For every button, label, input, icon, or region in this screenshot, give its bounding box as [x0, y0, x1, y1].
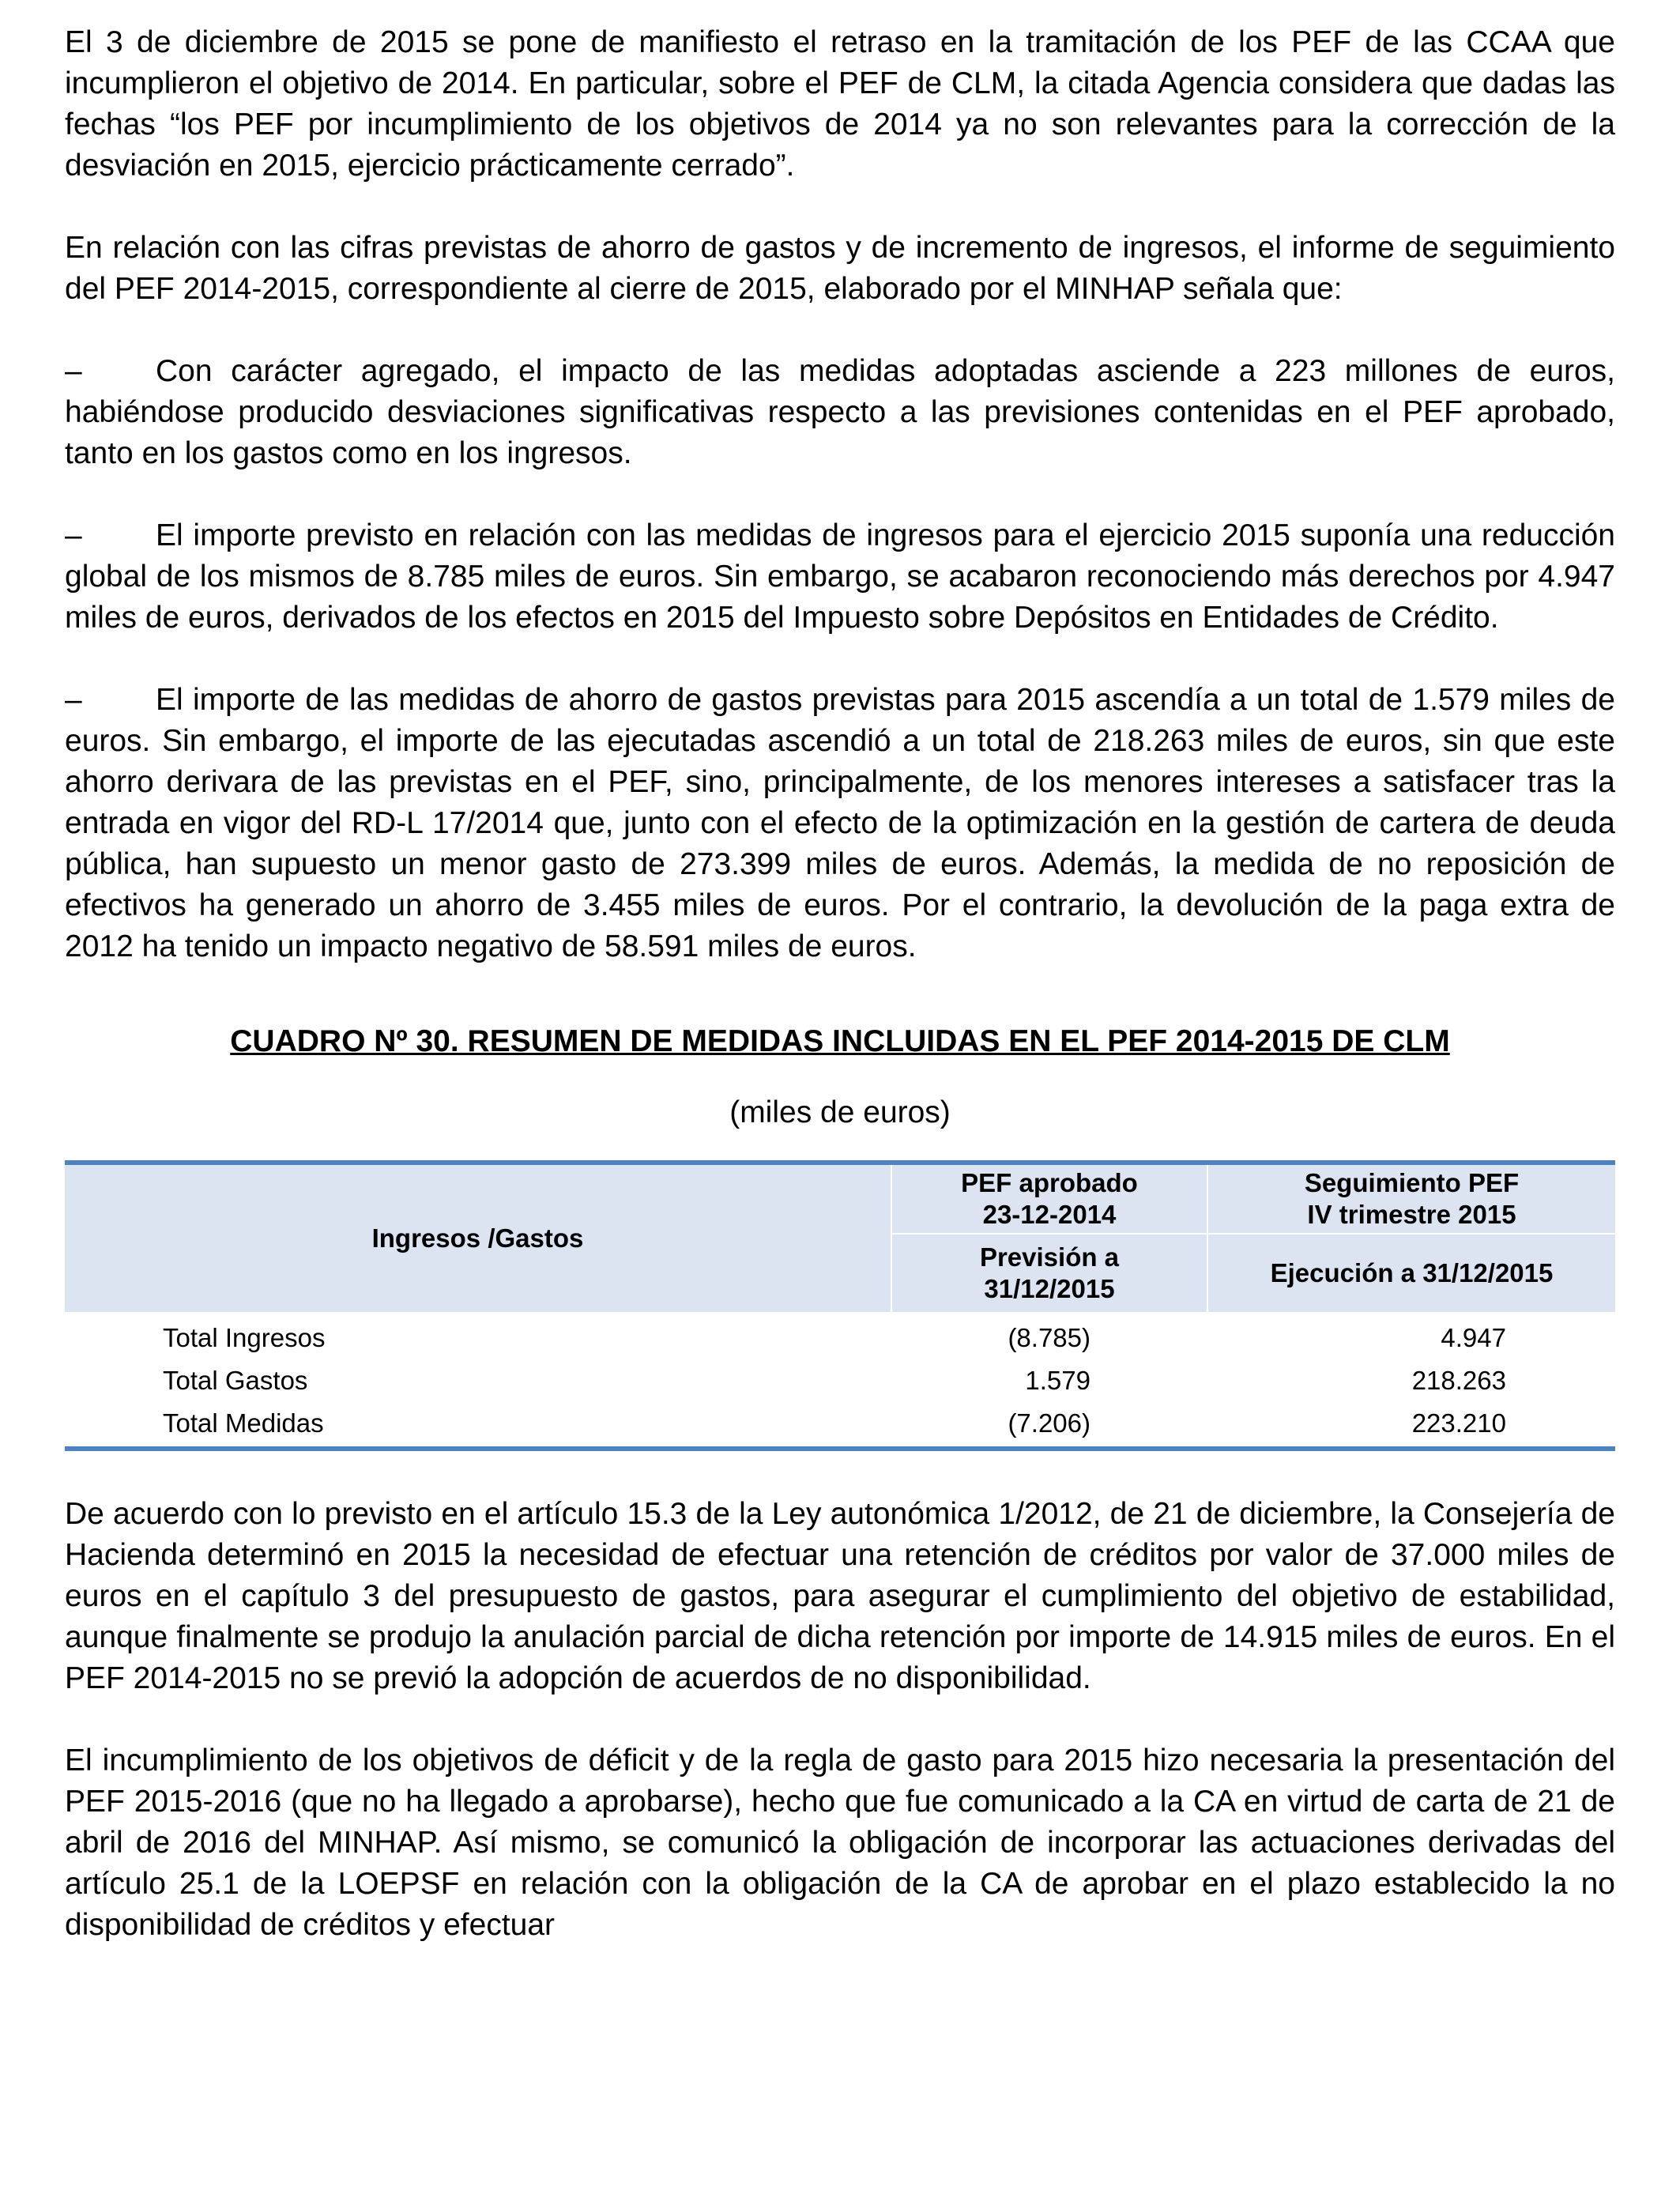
bullet-item [65, 680, 1615, 967]
row-label: Total Medidas [65, 1402, 891, 1449]
document-page [65, 22, 1615, 1946]
bullet-item [65, 351, 1615, 474]
header-pef-aprobado [891, 1163, 1207, 1234]
table-row [65, 1312, 1615, 1359]
header-seg-line1: Seguimiento PEF [1304, 1168, 1520, 1197]
header-pef-line1: PEF aprobado [961, 1168, 1138, 1197]
header-prev-line2: 31/12/2015 [984, 1274, 1115, 1303]
row-label: Total Ingresos [163, 1323, 326, 1352]
paragraph: El incumplimiento de los objetivos de déficit y de la regla de gasto para 2015 hizo necesaria la presentación del PEF 2015-2016 (que no ha llegado a aprobarse), hecho que fue comunicado a la CA en virtud de carta de 21 de abril de 2016 del MINHAP. Así mismo, se comunicó la obligación de incorporar las actuaciones derivadas del artículo 25.1 de la LOEPSF en relación con la obligación de la CA de aprobar en el plazo establecido la no disponibilidad de créditos y efectuar [65, 1744, 1615, 1942]
bullet-item [65, 515, 1615, 639]
paragraph: De acuerdo con lo previsto en el artículo 15.3 de la Ley autonómica 1/2012, de 21 de diciembre, la Consejería de Hacienda determinó en 2015 la necesidad de efectuar una retención de créditos por valor de 37.000 miles de euros en el capítulo 3 del presupuesto de gastos, para asegurar el cumplimiento del objetivo de estabilidad, aunque finalmente se produjo la anulación parcial de dicha retención por importe de 14.915 miles de euros. En el PEF 2014-2015 no se previó la adopción de acuerdos de no disponibilidad. [65, 1497, 1615, 1695]
table-title: CUADRO Nº 30. RESUMEN DE MEDIDAS INCLUIDAS EN EL PEF 2014-2015 DE CLM [230, 1024, 1450, 1058]
header-prev-line1: Previsión a [979, 1242, 1120, 1272]
row-prevision: 1.579 [1025, 1366, 1090, 1395]
row-prevision: (8.785) [1008, 1323, 1090, 1352]
header-prevision [891, 1234, 1207, 1312]
header-ingresos-gastos: Ingresos /Gastos [65, 1163, 891, 1312]
header-seguimiento-pef [1207, 1163, 1615, 1234]
paragraph: En relación con las cifras previstas de ahorro de gastos y de incremento de ingresos, el informe de seguimiento del PEF 2014-2015, correspondiente al cierre de 2015, elaborado por el MINHAP señala que: [65, 231, 1615, 306]
bullet-dash: – [65, 683, 82, 717]
row-ejecucion: 4.947 [1441, 1323, 1506, 1352]
summary-table [65, 1160, 1615, 1451]
paragraph: El 3 de diciembre de 2015 se pone de manifiesto el retraso en la tramitación de los PEF de las CCAA que incumplieron el objetivo de 2014. En particular, sobre el PEF de CLM, la citada Agencia considera que dadas las fechas “los PEF por incumplimiento de los objetivos de 2014 ya no son relevantes para la corrección de la desviación en 2015, ejercicio prácticamente cerrado”. [65, 25, 1615, 183]
header-pef-line2: 23-12-2014 [982, 1200, 1117, 1229]
header-seg-line2: IV trimestre 2015 [1307, 1200, 1516, 1229]
bullet-text: El importe de las medidas de ahorro de gastos previstas para 2015 ascendía a un total de 1.579 miles de euros. Sin embargo, el importe de las ejecutadas ascendió a un total de 218.263 miles de euros, sin que este ahorro derivara de las previstas en el PEF, sino, principalmente, de los menores intereses a satisfacer tras la entrada en vigor del RD-L 17/2014 que, junto con el efecto de la optimización en la gestión de cartera de deuda pública, han supuesto un menor gasto de 273.399 miles de euros. Además, la medida de no reposición de efectivos ha generado un ahorro de 3.455 miles de euros. Por el contrario, la devolución de la paga extra de 2012 ha tenido un impacto negativo de 58.591 miles de euros. [65, 683, 1615, 963]
header-ejecucion: Ejecución a 31/12/2015 [1207, 1234, 1615, 1312]
bullet-dash: – [65, 354, 82, 388]
bullet-text: El importe previsto en relación con las medidas de ingresos para el ejercicio 2015 suponía una reducción global de los mismos de 8.785 miles de euros. Sin embargo, se acabaron reconociendo más derechos por 4.947 miles de euros, derivados de los efectos en 2015 del Impuesto sobre Depósitos en Entidades de Crédito. [65, 518, 1615, 635]
row-ejecucion: 223.210 [1207, 1402, 1615, 1449]
row-label: Total Gastos [163, 1366, 308, 1395]
table-row [65, 1359, 1615, 1402]
bullet-dash: – [65, 518, 82, 552]
row-prevision: (7.206) [891, 1402, 1207, 1449]
row-ejecucion: 218.263 [1411, 1366, 1506, 1395]
table-units: (miles de euros) [729, 1095, 951, 1129]
bullet-text: Con carácter agregado, el impacto de las medidas adoptadas asciende a 223 millones de euros, habiéndose producido desviaciones significativas respecto a las previsiones contenidas en el PEF aprobado, tanto en los gastos como en los ingresos. [65, 354, 1615, 470]
table-row [65, 1402, 1615, 1449]
